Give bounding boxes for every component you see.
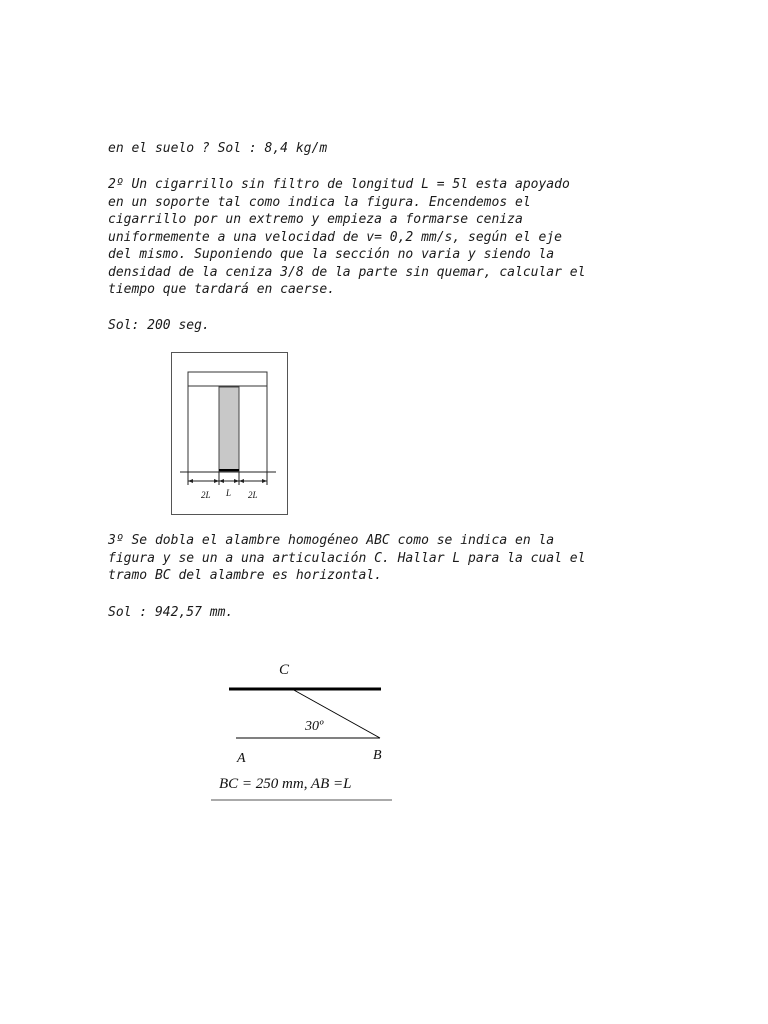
problem-2-solution: Sol: 200 seg.: [108, 318, 210, 333]
cigarette-support-figure: [170, 351, 290, 517]
problem-2-line: tiempo que tardará en caerse.: [108, 282, 335, 297]
point-c-label: C: [279, 662, 290, 678]
figure-caption: BC = 250 mm, AB =L: [219, 776, 352, 792]
problem-2-line: en un soporte tal como indica la figura. Encendemos el: [108, 194, 531, 210]
problem-2-line: uniformemente a una velocidad de v= 0,2 mm/s, según el eje: [108, 229, 562, 245]
wire-abc-figure: [200, 652, 400, 807]
point-a-label: A: [237, 751, 246, 766]
problem-3-line: 3º Se dobla el alambre homogéneo ABC como se indica en la: [108, 533, 555, 548]
intro-line: en el suelo ? Sol : 8,4 kg/m: [108, 141, 328, 156]
problem-2-line: 2º Un cigarrillo sin filtro de longitud L = 5l esta apoyado: [108, 177, 570, 192]
cigarette-bar: [188, 372, 267, 386]
dimension-label-right: 2L: [248, 490, 258, 500]
dimension-label-left: 2L: [201, 490, 211, 500]
problem-2-line: densidad de la ceniza 3/8 de la parte sin quemar, calcular el: [108, 264, 586, 280]
problem-2-line: del mismo. Suponiendo que la sección no varia y siendo la: [108, 247, 555, 262]
problem-2-line: cigarrillo por un extremo y empieza a formarse ceniza: [108, 212, 523, 227]
point-b-label: B: [373, 748, 382, 763]
dimension-label-middle: L: [226, 488, 232, 498]
problem-3-line: figura y se un a una articulación C. Hallar L para la cual el: [108, 550, 586, 566]
problem-3-solution: Sol : 942,57 mm.: [108, 605, 234, 620]
angle-label: 30º: [305, 719, 324, 734]
support-column: [219, 387, 239, 471]
problem-3-line: tramo BC del alambre es horizontal.: [108, 568, 382, 583]
